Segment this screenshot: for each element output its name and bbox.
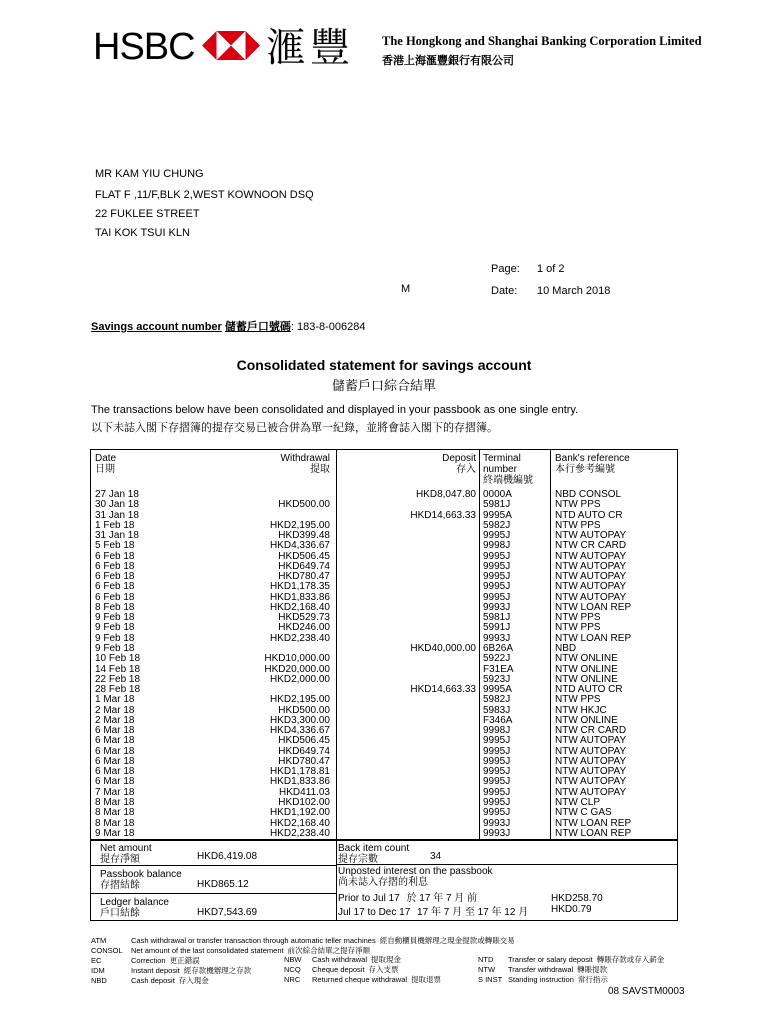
row-bank-reference: NTW AUTOPAY [555, 571, 627, 583]
header-date: Date 日期 [95, 453, 117, 475]
row-terminal: 5991J [483, 622, 511, 634]
row-withdrawal: HKD780.47 [278, 755, 330, 767]
row-bank-reference: NTW ONLINE [555, 653, 618, 665]
legend-code: CONSOL [91, 946, 123, 955]
legend-description-zh: 轉賬存款或存入薪金 [596, 955, 665, 964]
row-bank-reference: NTW AUTOPAY [555, 735, 627, 747]
row-date: 7 Mar 18 [95, 786, 135, 798]
account-number-label: Savings account number [91, 321, 222, 333]
row-withdrawal: HKD411.03 [279, 786, 330, 798]
legend-description: Cash withdrawal [312, 955, 368, 964]
row-withdrawal: HKD399.48 [278, 530, 330, 542]
legend-code: IDM [91, 966, 105, 975]
row-date: 5 Feb 18 [95, 540, 135, 552]
legend-code: NCQ [284, 965, 301, 974]
table-row [90, 500, 678, 510]
legend-description: Cash deposit [131, 976, 175, 985]
row-terminal: 9995J [483, 530, 511, 542]
row-date: 2 Mar 18 [95, 714, 135, 726]
legend-code: EC [91, 956, 102, 965]
row-terminal: 6B26A [483, 642, 514, 654]
row-bank-reference: NTW AUTOPAY [555, 530, 627, 542]
legend-description-zh: 存入現金 [178, 976, 209, 985]
legend-description-zh: 更正錯誤 [169, 956, 200, 965]
row-terminal: 9995J [483, 755, 511, 767]
row-bank-reference: NTW CR CARD [555, 540, 627, 552]
row-date: 22 Feb 18 [95, 673, 141, 685]
row-withdrawal: HKD4,336.67 [269, 540, 330, 552]
row-date: 9 Feb 18 [95, 612, 135, 624]
legend-entry [91, 936, 515, 946]
header-deposit: Deposit 存入 [442, 453, 476, 475]
row-bank-reference: NTW ONLINE [555, 663, 618, 675]
account-number: : 183-8-006284 [290, 321, 366, 333]
row-withdrawal: HKD500.00 [278, 704, 330, 716]
unposted-interest-label: Unposted interest on the passbook 尚未誌入存摺的利息 [338, 866, 493, 888]
row-date: 9 Feb 18 [95, 632, 135, 644]
table-row [90, 654, 678, 664]
ledger-balance-label: Ledger balance 戶口結餘 [100, 897, 169, 919]
row-withdrawal: HKD2,168.40 [269, 817, 330, 829]
back-item-label: Back item count 提存宗數 [338, 843, 410, 865]
legend-description-zh: 經自動櫃員機辦理之現金提款或轉賬交易 [379, 936, 515, 945]
legend-description-zh: 前次綜合結單之提存淨額 [287, 946, 371, 955]
legend-entry [284, 965, 441, 975]
row-date: 1 Mar 18 [95, 694, 135, 706]
row-withdrawal: HKD529.73 [278, 612, 330, 624]
account-number-line [91, 318, 366, 334]
row-terminal: 9995J [483, 796, 511, 808]
row-withdrawal: HKD649.74 [278, 560, 330, 572]
row-date: 8 Mar 18 [95, 807, 135, 819]
row-bank-reference: NTW AUTOPAY [555, 776, 627, 788]
legend-description-zh: 存入支票 [368, 965, 399, 974]
row-bank-reference: NTW LOAN REP [555, 632, 632, 644]
row-bank-reference: NTD AUTO CR [555, 509, 623, 521]
address-line: 22 FUKLEE STREET [95, 208, 200, 220]
legend-description: Net amount of the last consolidated statement [131, 946, 284, 955]
row-date: 28 Feb 18 [95, 684, 141, 696]
row-withdrawal: HKD4,336.67 [269, 725, 330, 737]
row-terminal: 9993J [483, 632, 511, 644]
legend-entry [478, 975, 664, 985]
row-date: 31 Jan 18 [95, 530, 139, 542]
row-terminal: 9995J [483, 560, 511, 572]
row-withdrawal: HKD20,000.00 [264, 663, 330, 675]
hsbc-wordmark: HSBC [93, 26, 195, 68]
row-date: 27 Jan 18 [95, 489, 139, 500]
row-withdrawal: HKD1,833.86 [269, 776, 330, 788]
intro-text-zh: 以下未誌入閣下存摺簿的提存交易已被合併為單一紀錄，並將會誌入閣下的存摺簿。 [91, 422, 498, 434]
row-terminal: 9995J [483, 571, 511, 583]
row-date: 30 Jan 18 [95, 499, 139, 511]
legend-right [478, 955, 664, 985]
legend-description: Transfer withdrawal [508, 965, 574, 974]
legend-code: S INST [478, 975, 503, 984]
row-terminal: 5982J [483, 694, 511, 706]
row-date: 6 Mar 18 [95, 745, 135, 757]
row-date: 8 Mar 18 [95, 817, 135, 829]
intro-text: The transactions below have been consolidated and displayed in your passbook as one single entry. [91, 404, 579, 416]
row-bank-reference: NBD [555, 642, 577, 654]
legend-middle [284, 955, 441, 985]
row-bank-reference: NTW ONLINE [555, 714, 618, 726]
row-bank-reference: NTW PPS [555, 499, 601, 511]
form-code: 08 SAVSTM0003 [608, 986, 685, 997]
marker: M [401, 283, 411, 295]
statement-title: Consolidated statement for savings account [236, 357, 532, 373]
legend-code: ATM [91, 936, 107, 945]
address-line: TAI KOK TSUI KLN [95, 227, 190, 239]
row-withdrawal: HKD2,238.40 [269, 632, 330, 644]
legend-code: NRC [284, 975, 301, 984]
row-bank-reference: NTW HKJC [555, 704, 607, 716]
legend-entry [284, 955, 441, 965]
row-terminal: 9995J [483, 776, 511, 788]
row-terminal: 9995J [483, 786, 511, 798]
row-bank-reference: NTW AUTOPAY [555, 766, 627, 778]
legend-code: NTD [478, 955, 494, 964]
row-withdrawal: HKD506.45 [278, 735, 330, 747]
row-bank-reference: NTW CLP [555, 796, 600, 808]
row-date: 2 Mar 18 [95, 704, 135, 716]
legend-entry [478, 965, 664, 975]
legend-description: Transfer or salary deposit [508, 955, 593, 964]
row-terminal: 9995J [483, 735, 511, 747]
bank-name-zh: 香港上海滙豐銀行有限公司 [382, 54, 514, 67]
row-withdrawal: HKD500.00 [278, 499, 330, 511]
row-bank-reference: NTW PPS [555, 519, 601, 531]
row-withdrawal: HKD506.45 [278, 550, 330, 562]
legend-description: Cheque deposit [312, 965, 365, 974]
row-deposit: HKD14,663.33 [410, 684, 476, 696]
row-date: 9 Feb 18 [95, 642, 135, 654]
row-bank-reference: NTW CR CARD [555, 725, 627, 737]
legend-description-zh: 提取現金 [371, 955, 402, 964]
row-withdrawal: HKD10,000.00 [264, 653, 330, 665]
statement-title-zh: 儲蓄戶口綜合結單 [331, 378, 436, 393]
row-terminal: 9993J [483, 817, 511, 829]
row-date: 10 Feb 18 [95, 653, 141, 665]
row-bank-reference: NTW PPS [555, 694, 601, 706]
hsbc-hexagon-logo-icon [202, 31, 260, 60]
row-withdrawal: HKD102.00 [278, 796, 330, 808]
transaction-rows [90, 490, 678, 838]
address-line: MR KAM YIU CHUNG [95, 168, 204, 180]
page-label: Page: [491, 263, 520, 275]
row-terminal: 9998J [483, 540, 511, 552]
row-bank-reference: NTW LOAN REP [555, 817, 632, 829]
row-date: 6 Feb 18 [95, 591, 135, 603]
row-date: 6 Feb 18 [95, 571, 135, 583]
row-date: 9 Mar 18 [95, 827, 135, 839]
row-date: 31 Jan 18 [95, 509, 139, 521]
row-bank-reference: NTW AUTOPAY [555, 745, 627, 757]
row-terminal: 9995J [483, 807, 511, 819]
row-terminal: 5982J [483, 519, 511, 531]
row-terminal: 9995J [483, 766, 511, 778]
legend-description-zh: 經存款機辦理之存款 [183, 966, 252, 975]
row-deposit: HKD14,663.33 [410, 509, 476, 521]
legend-description-zh: 轉賬提款 [577, 965, 608, 974]
net-amount-label: Net amount 提存淨額 [100, 843, 152, 865]
row-terminal: 5981J [483, 612, 511, 624]
row-bank-reference: NTW AUTOPAY [555, 786, 627, 798]
row-withdrawal: HKD1,192.00 [269, 807, 330, 819]
row-terminal: 9995J [483, 581, 511, 593]
row-withdrawal: HKD2,168.40 [269, 601, 330, 613]
legend-entry [284, 975, 441, 985]
row-date: 6 Feb 18 [95, 550, 135, 562]
row-withdrawal: HKD2,195.00 [269, 694, 330, 706]
row-withdrawal: HKD780.47 [278, 571, 330, 583]
prior-period-value: HKD258.70 [551, 893, 603, 904]
row-withdrawal: HKD2,238.40 [269, 827, 330, 839]
row-bank-reference: NTW ONLINE [555, 673, 618, 685]
summary-row-divider [90, 865, 336, 866]
row-date: 6 Mar 18 [95, 735, 135, 747]
row-terminal: 9995J [483, 591, 511, 603]
row-terminal: 5981J [483, 499, 511, 511]
date-value: 10 March 2018 [537, 285, 611, 297]
row-date: 6 Mar 18 [95, 725, 135, 737]
row-withdrawal: HKD1,178.35 [269, 581, 330, 593]
legend-code: NTW [478, 965, 496, 974]
back-item-value: 34 [430, 851, 442, 862]
row-date: 8 Feb 18 [95, 601, 135, 613]
row-bank-reference: NTW AUTOPAY [555, 591, 627, 603]
row-date: 6 Feb 18 [95, 581, 135, 593]
legend-description-zh: 提取退票 [411, 975, 442, 984]
row-terminal: 9993J [483, 827, 511, 839]
legend-code: NBW [284, 955, 302, 964]
summary-divider [336, 840, 337, 921]
legend-code: NBD [91, 976, 107, 985]
row-bank-reference: NTW LOAN REP [555, 601, 632, 613]
row-terminal: F346A [483, 714, 513, 726]
row-terminal: 9995J [483, 745, 511, 757]
row-bank-reference: NTW AUTOPAY [555, 755, 627, 767]
row-terminal: 9998J [483, 725, 511, 737]
legend-description: Returned cheque withdrawal [312, 975, 408, 984]
legend-description-zh: 常行指示 [577, 975, 608, 984]
row-terminal: 9995J [483, 550, 511, 562]
row-withdrawal: HKD2,195.00 [269, 519, 330, 531]
row-withdrawal: HKD2,000.00 [269, 673, 330, 685]
row-date: 6 Mar 18 [95, 766, 135, 778]
row-terminal: 5923J [483, 673, 511, 685]
row-bank-reference: NTW LOAN REP [555, 827, 632, 839]
prior-period-label: Prior to Jul 17 於 17 年 7 月 前 [338, 893, 478, 904]
range-period-value: HKD0.79 [551, 904, 592, 915]
row-terminal: F31EA [483, 663, 514, 675]
legend-description: Correction [131, 956, 166, 965]
row-date: 6 Mar 18 [95, 755, 135, 767]
account-number-label-zh: 儲蓄戶口號碼 [224, 321, 291, 333]
row-bank-reference: NTW C GAS [555, 807, 612, 819]
net-amount-value: HKD6,419.08 [197, 851, 258, 862]
row-terminal: 0000A [483, 489, 512, 500]
row-withdrawal: HKD246.00 [278, 622, 330, 634]
row-date: 6 Mar 18 [95, 776, 135, 788]
row-terminal: 5983J [483, 704, 511, 716]
header-terminal: Terminal number 終端機編號 [483, 453, 533, 486]
page-value: 1 of 2 [537, 263, 565, 275]
summary-row-divider [90, 893, 336, 894]
row-bank-reference: NTW AUTOPAY [555, 581, 627, 593]
row-withdrawal: HKD1,833.86 [269, 591, 330, 603]
row-bank-reference: NTW PPS [555, 622, 601, 634]
row-deposit: HKD8,047.80 [415, 489, 476, 500]
row-withdrawal: HKD3,300.00 [269, 714, 330, 726]
row-date: 6 Feb 18 [95, 560, 135, 572]
legend-description: Cash withdrawal or transfer transaction through automatic teller machines [131, 936, 376, 945]
row-bank-reference: NTW AUTOPAY [555, 550, 627, 562]
passbook-balance-label: Passbook balance 存摺結餘 [100, 869, 182, 891]
row-terminal: 9995A [483, 509, 512, 521]
range-period-label: Jul 17 to Dec 17 17 年 7 月 至 17 年 12 月 [338, 907, 529, 918]
row-date: 8 Mar 18 [95, 796, 135, 808]
ledger-balance-value: HKD7,543.69 [197, 907, 258, 918]
hsbc-cjk-wordmark: 滙豐 [266, 25, 354, 71]
legend-entry [478, 955, 664, 965]
row-withdrawal: HKD649.74 [278, 745, 330, 757]
row-bank-reference: NTW PPS [555, 612, 601, 624]
passbook-balance-value: HKD865.12 [197, 879, 249, 890]
row-date: 9 Feb 18 [95, 622, 135, 634]
table-row [90, 829, 678, 839]
header-bank-reference: Bank's reference 本行參考編號 [555, 453, 630, 475]
row-withdrawal: HKD1,178.81 [269, 766, 330, 778]
row-bank-reference: NTW AUTOPAY [555, 560, 627, 572]
row-date: 14 Feb 18 [95, 663, 141, 675]
row-bank-reference: NTD AUTO CR [555, 684, 623, 696]
row-terminal: 9995A [483, 684, 512, 696]
row-terminal: 9993J [483, 601, 511, 613]
legend-description: Instant deposit [131, 966, 180, 975]
row-date: 1 Feb 18 [95, 519, 135, 531]
row-terminal: 5922J [483, 653, 511, 665]
bank-name-en: The Hongkong and Shanghai Banking Corporation Limited [382, 34, 702, 48]
row-deposit: HKD40,000.00 [410, 642, 476, 654]
header-withdrawal: Withdrawal 提取 [280, 453, 330, 475]
row-bank-reference: NBD CONSOL [555, 489, 622, 500]
date-label: Date: [491, 285, 518, 297]
table-row [90, 634, 678, 644]
legend-description: Standing instruction [508, 975, 574, 984]
address-line: FLAT F ,11/F,BLK 2,WEST KOWNOON DSQ [95, 189, 314, 201]
table-row [90, 808, 678, 818]
